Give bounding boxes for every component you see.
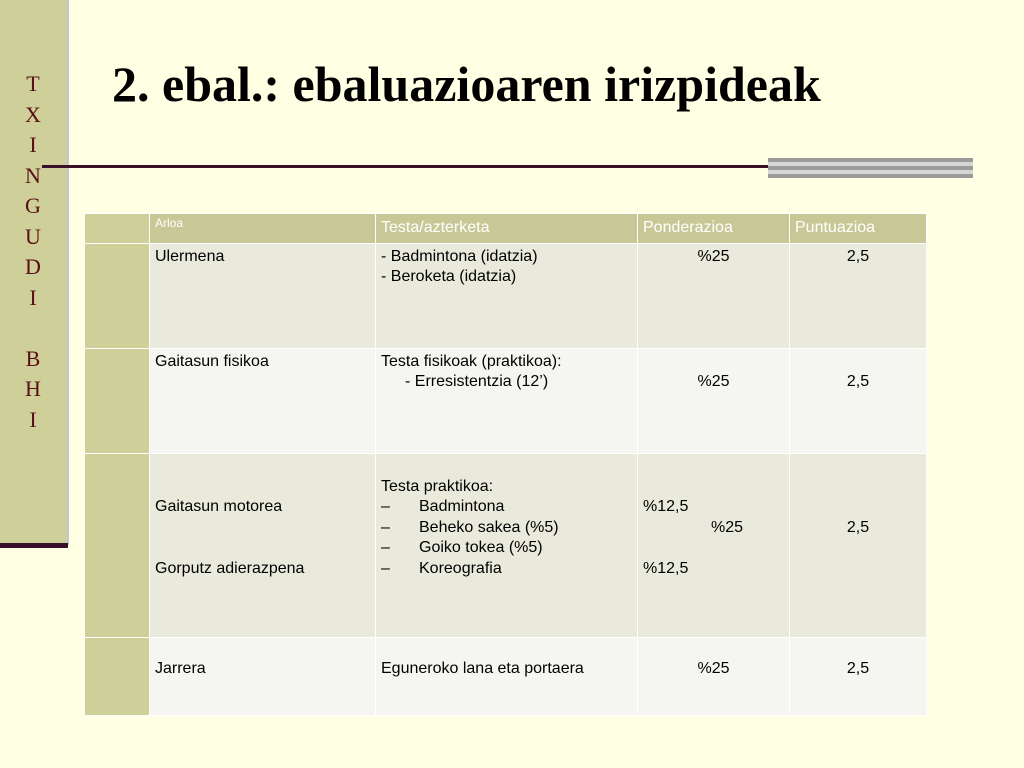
vertical-letter: G <box>25 193 41 218</box>
ponderazioa-value: %25 <box>697 373 730 390</box>
cell-arloa <box>150 243 376 348</box>
header-cell-empty <box>85 214 150 244</box>
header-cell-puntuazioa: Puntuazioa <box>790 214 927 244</box>
vertical-letter: N <box>25 162 41 188</box>
cell-testa <box>376 243 638 348</box>
row-marker-cell <box>85 637 150 715</box>
dash-bullet: – <box>381 498 390 515</box>
ponderazioa-value: %12,5 <box>643 559 689 577</box>
arloa-text: Gaitasun motorea <box>155 498 283 515</box>
vertical-letter: I <box>29 406 37 432</box>
dash-bullet: – <box>381 539 390 556</box>
testa-list-item <box>381 497 632 518</box>
table-row <box>85 243 927 348</box>
vertical-letter: D <box>25 254 41 279</box>
testa-line: Testa fisikoak (praktikoa): <box>381 352 562 370</box>
side-panel-base-line <box>0 543 68 548</box>
row-marker-cell <box>85 243 150 348</box>
testa-line: - Beroketa (idatzia) <box>381 268 517 285</box>
row-marker-cell <box>85 348 150 453</box>
puntuazioa-value: 2,5 <box>846 518 870 536</box>
testa-line: - Badmintona (idatzia) <box>381 247 538 265</box>
ponderazioa-value: %25 <box>697 247 730 265</box>
cell-ponderazioa <box>638 637 790 715</box>
vertical-letter: X <box>25 101 41 127</box>
puntuazioa-value: 2,5 <box>846 373 870 390</box>
cell-testa <box>376 453 638 637</box>
arloa-text: Gaitasun fisikoa <box>155 352 269 370</box>
ponderazioa-value: %12,5 <box>643 498 689 515</box>
testa-line: - Erresistentzia (12’) <box>405 373 549 390</box>
header-cell-arloa: Arloa <box>150 214 376 244</box>
evaluation-criteria-table <box>84 213 927 716</box>
puntuazioa-value: 2,5 <box>846 247 870 265</box>
vertical-letter: I <box>29 132 37 157</box>
slide-title: 2. ebal.: ebaluazioaren irizpideak <box>112 56 821 112</box>
testa-item-text: Goiko tokea (%5) <box>419 539 543 556</box>
cell-arloa <box>150 637 376 715</box>
header-cell-testa: Testa/azterketa <box>376 214 638 244</box>
testa-line: Eguneroko lana eta portaera <box>381 659 584 677</box>
testa-line: Testa praktikoa: <box>381 477 494 495</box>
cell-ponderazioa <box>638 348 790 453</box>
arloa-text: Gorputz adierazpena <box>155 559 305 577</box>
testa-list-item <box>381 518 632 539</box>
table-row <box>85 637 927 715</box>
testa-item-text: Badmintona <box>419 498 505 515</box>
header-cell-ponderazioa: Ponderazioa <box>638 214 790 244</box>
vertical-letter: B <box>25 345 41 371</box>
cell-arloa <box>150 453 376 637</box>
vertical-letter: T <box>26 71 40 96</box>
cell-testa <box>376 637 638 715</box>
cell-puntuazioa <box>790 637 927 715</box>
puntuazioa-value: 2,5 <box>846 659 870 677</box>
divider-accent-bar <box>768 158 973 178</box>
dash-bullet: – <box>381 559 390 577</box>
vertical-school-name <box>0 69 66 435</box>
ponderazioa-value: %25 <box>697 659 730 677</box>
vertical-letter-spacer <box>0 313 66 344</box>
table-row <box>85 453 927 637</box>
testa-item-text: Koreografia <box>419 559 502 577</box>
table-header-row <box>85 214 927 244</box>
testa-item-text: Beheko sakea (%5) <box>419 518 559 536</box>
table-row <box>85 348 927 453</box>
cell-puntuazioa <box>790 243 927 348</box>
cell-arloa <box>150 348 376 453</box>
cell-puntuazioa <box>790 453 927 637</box>
cell-testa <box>376 348 638 453</box>
vertical-letter: H <box>25 376 41 401</box>
cell-ponderazioa <box>638 453 790 637</box>
testa-list-item <box>381 538 632 559</box>
vertical-letter: I <box>29 284 37 310</box>
vertical-letter: U <box>25 223 41 249</box>
row-marker-cell <box>85 453 150 637</box>
ponderazioa-value: %25 <box>711 518 744 536</box>
testa-list-item <box>381 559 632 580</box>
cell-ponderazioa <box>638 243 790 348</box>
cell-puntuazioa <box>790 348 927 453</box>
dash-bullet: – <box>381 518 390 536</box>
arloa-text: Ulermena <box>155 247 225 265</box>
arloa-text: Jarrera <box>155 659 206 677</box>
